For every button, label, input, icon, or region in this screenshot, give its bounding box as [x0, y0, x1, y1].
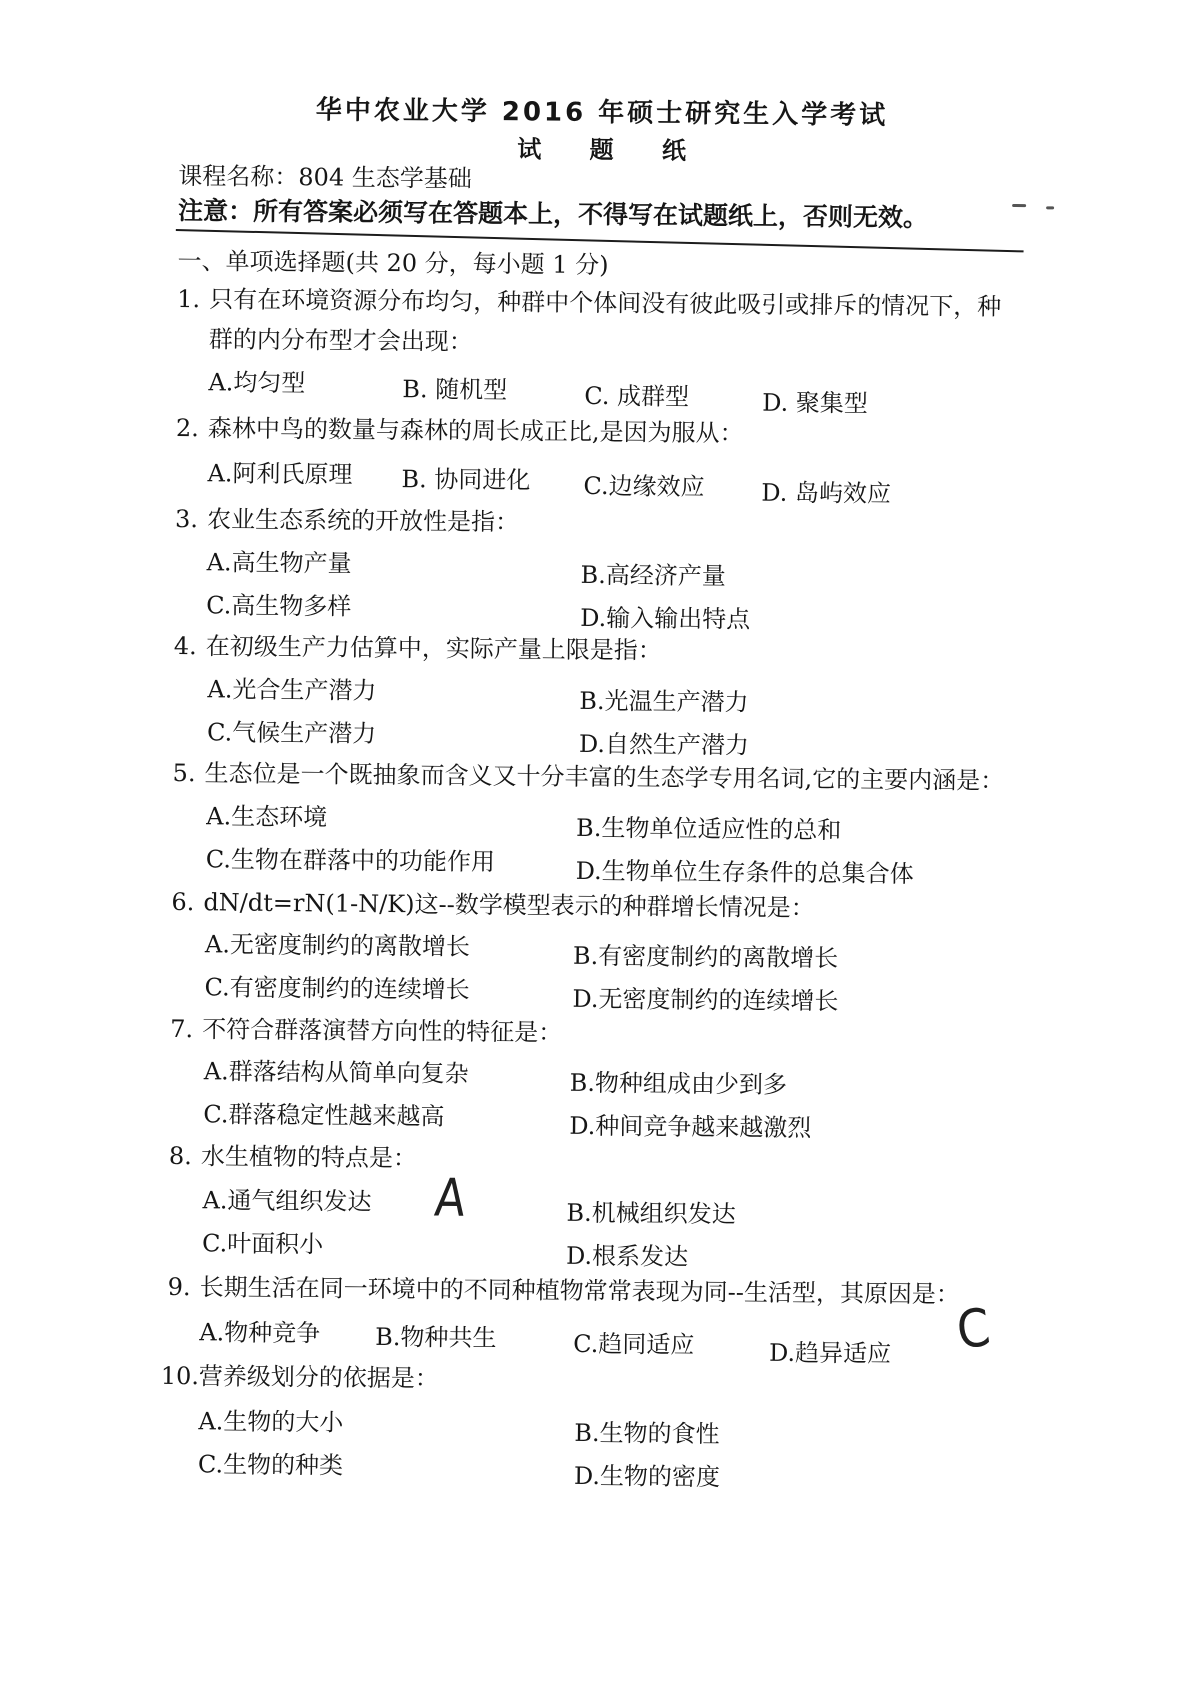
- option-d: D. 聚集型: [762, 388, 869, 418]
- handwritten-answer-c: C: [953, 1297, 994, 1362]
- question-3-line-1: [175, 499, 519, 537]
- option-b: B.生物的食性: [574, 1418, 720, 1449]
- option-c: C.群落稳定性越来越高: [203, 1100, 445, 1131]
- option-b: B.物种共生: [375, 1322, 497, 1353]
- question-text: 不符合群落演替方向性的特征是：: [202, 1015, 563, 1047]
- option-a: A.生态环境: [206, 802, 328, 832]
- subtitle-char: 纸: [661, 136, 687, 165]
- option-c: C. 成群型: [584, 381, 690, 411]
- scan-speck: [1046, 206, 1054, 209]
- course-name: 课程名称：804 生态学基础: [178, 161, 472, 193]
- option-a: A.生物的大小: [198, 1407, 344, 1437]
- question-number: 1.: [177, 284, 201, 314]
- question-number: 6.: [171, 887, 195, 917]
- option-b: B. 随机型: [402, 375, 508, 405]
- option-c: C.叶面积小: [201, 1229, 324, 1259]
- subtitle-char: 试: [517, 135, 542, 164]
- option-c: C.气候生产潜力: [206, 718, 377, 748]
- option-d: D.根系发达: [565, 1241, 689, 1271]
- option-b: B.高经济产量: [580, 560, 726, 591]
- question-text: 只有在环境资源分布均匀，种群中个体间没有彼此吸引或排斥的情况下，种: [209, 285, 1002, 321]
- question-5-line-1: [172, 753, 1004, 796]
- subtitle-char: 题: [589, 135, 614, 165]
- section-title: 一、单项选择题(共 20 分，每小题 1 分): [177, 246, 609, 280]
- question-text: dN/dt=rN(1-N/K)这--数学模型表示的种群增长情况是：: [203, 888, 815, 923]
- question-7-line-1: [170, 1009, 562, 1048]
- question-number: 3.: [174, 504, 199, 534]
- option-c: C.趋同适应: [573, 1329, 695, 1359]
- option-d: D. 岛屿效应: [761, 478, 892, 508]
- exam-title: 华中农业大学 2016 年硕士研究生入学考试: [315, 95, 889, 131]
- option-a: A.物种竞争: [199, 1318, 321, 1348]
- option-a: A.均匀型: [208, 368, 306, 398]
- question-text: 农业生态系统的开放性是指：: [206, 505, 520, 537]
- option-d: D.无密度制约的连续增长: [572, 984, 839, 1016]
- question-1-line-2: 群的内分布型才会出现：: [208, 325, 473, 356]
- option-a: A.高生物产量: [206, 548, 352, 578]
- option-c: C.生物在群落中的功能作用: [205, 845, 496, 877]
- scan-speck: [1012, 204, 1026, 207]
- option-c: C.生物的种类: [197, 1450, 344, 1480]
- question-4-line-1: [174, 626, 662, 666]
- option-b: B. 协同进化: [401, 465, 531, 495]
- question-number: 2.: [175, 413, 199, 443]
- question-text: 在初级生产力估算中，实际产量上限是指：: [205, 632, 662, 665]
- option-c: C.有密度制约的连续增长: [204, 973, 470, 1004]
- option-b: B.光温生产潜力: [579, 686, 749, 717]
- question-number: 10.: [160, 1361, 200, 1391]
- option-a: A.无密度制约的离散增长: [204, 930, 471, 961]
- option-a: A.阿利氏原理: [207, 459, 353, 489]
- question-number: 4.: [173, 631, 197, 661]
- handwritten-answer-a: A: [432, 1168, 469, 1229]
- option-d: D.趋异适应: [768, 1338, 892, 1368]
- question-number: 5.: [172, 758, 196, 788]
- option-a: A.通气组织发达: [202, 1186, 372, 1216]
- option-d: D.自然生产潜力: [578, 729, 750, 760]
- option-b: B.有密度制约的离散增长: [572, 941, 839, 973]
- option-a: A.群落结构从简单向复杂: [203, 1057, 469, 1088]
- question-text: 生态位是一个既抽象而含义又十分丰富的生态学专用名词,它的主要内涵是：: [204, 759, 1005, 795]
- question-text: 森林中鸟的数量与森林的周长成正比,是因为服从：: [207, 414, 744, 448]
- question-9-line-1: [168, 1267, 961, 1310]
- question-number: 8.: [168, 1141, 193, 1171]
- question-text: 营养级划分的依据是：: [198, 1362, 439, 1393]
- option-c: C.边缘效应: [583, 471, 705, 502]
- option-d: D.输入输出特点: [580, 603, 751, 634]
- question-2-line-1: [176, 408, 744, 448]
- question-text: 长期生活在同一环境中的不同种植物常常表现为同--生活型，其原因是：: [199, 1273, 961, 1309]
- option-b: B.生物单位适应性的总和: [575, 813, 842, 845]
- question-number: 9.: [167, 1272, 191, 1302]
- question-6-line-1: [171, 882, 815, 923]
- option-d: D.生物的密度: [573, 1461, 721, 1492]
- option-c: C.高生物多样: [206, 591, 352, 621]
- notice-text: 注意：所有答案必须写在答题本上，不得写在试题纸上，否则无效。: [177, 195, 929, 233]
- question-text: 水生植物的特点是：: [200, 1142, 418, 1173]
- question-8-line-1: [169, 1136, 417, 1173]
- question-10-line-1: [161, 1356, 439, 1394]
- question-1-line-1: [177, 279, 1001, 322]
- option-b: B.物种组成由少到多: [569, 1068, 788, 1099]
- option-b: B.机械组织发达: [566, 1198, 736, 1229]
- option-d: D.生物单位生存条件的总集合体: [575, 856, 914, 889]
- option-d: D.种间竞争越来越激烈: [569, 1111, 812, 1143]
- option-a: A.光合生产潜力: [207, 675, 377, 705]
- question-number: 7.: [170, 1014, 194, 1044]
